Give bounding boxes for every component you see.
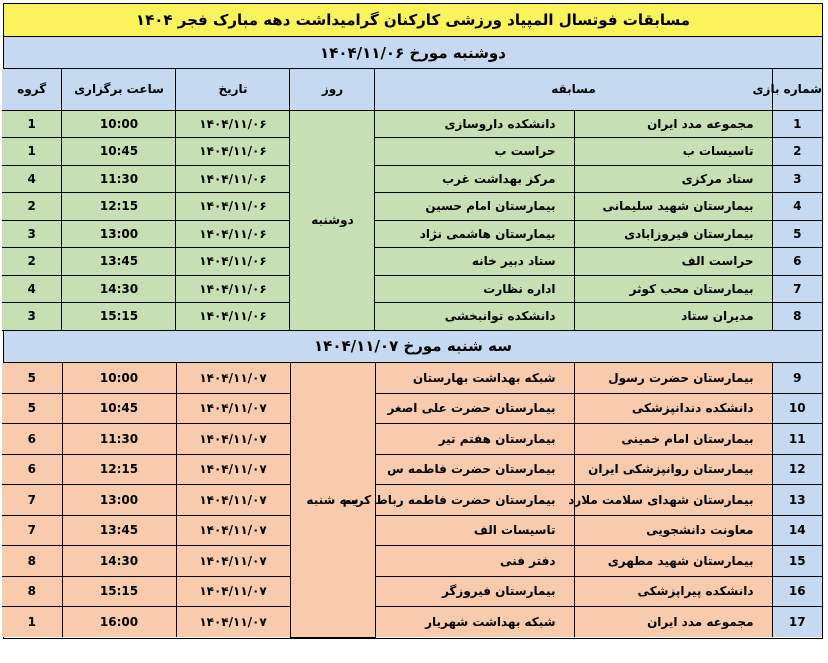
date-cell: ۱۴۰۴/۱۱/۰۷	[176, 515, 290, 546]
team-b-cell: حراست ب	[375, 138, 574, 166]
table-row	[2, 220, 822, 248]
group-cell: 5	[2, 393, 62, 424]
table-row	[2, 193, 822, 221]
time-cell: 12:15	[62, 454, 176, 485]
team-b-cell: شبکه بهداشت بهارستان	[375, 363, 574, 394]
table-row	[2, 454, 822, 485]
team-a-cell: مدیران ستاد	[574, 303, 772, 331]
date-cell: ۱۴۰۴/۱۱/۰۶	[176, 303, 290, 331]
group-cell: 4	[2, 275, 62, 303]
team-b-cell: تاسیسات الف	[375, 515, 574, 546]
header-date: تاریخ	[176, 69, 290, 110]
group-cell: 1	[2, 110, 62, 138]
table-row	[2, 303, 822, 331]
header-match-no: شماره بازی	[772, 69, 822, 110]
team-a-cell: بیمارستان محب کوثر	[574, 275, 772, 303]
table-row	[2, 393, 822, 424]
time-cell: 16:00	[62, 607, 176, 638]
team-b-cell: دانشکده داروسازی	[375, 110, 574, 138]
team-a-cell: دانشکده دندانپزشکی	[574, 393, 772, 424]
team-a-cell: بیمارستان امام خمینی	[574, 424, 772, 455]
group-cell: 7	[2, 515, 62, 546]
team-a-cell: بیمارستان شهدای سلامت ملارد	[574, 485, 772, 516]
table-row	[2, 363, 822, 394]
team-b-cell: ستاد دبیر خانه	[375, 248, 574, 276]
team-a-cell: حراست الف	[574, 248, 772, 276]
time-cell: 13:00	[62, 485, 176, 516]
date-cell: ۱۴۰۴/۱۱/۰۷	[176, 607, 290, 638]
match-no-cell: 8	[772, 303, 822, 331]
table-row	[2, 515, 822, 546]
day-cell: سه شنبه	[290, 363, 375, 638]
group-cell: 5	[2, 363, 62, 394]
match-no-cell: 13	[772, 485, 822, 516]
team-b-cell: مرکز بهداشت غرب	[375, 165, 574, 193]
group-cell: 8	[2, 546, 62, 577]
table-row	[2, 424, 822, 455]
match-no-cell: 6	[772, 248, 822, 276]
group-cell: 3	[2, 220, 62, 248]
time-cell: 11:30	[62, 165, 176, 193]
day-cell: دوشنبه	[290, 110, 375, 330]
time-cell: 10:00	[62, 110, 176, 138]
group-cell: 8	[2, 576, 62, 607]
team-b-cell: بیمارستان حضرت فاطمه س	[375, 454, 574, 485]
header-group: گروه	[2, 69, 62, 110]
date-cell: ۱۴۰۴/۱۱/۰۷	[176, 363, 290, 394]
table-row	[2, 576, 822, 607]
time-cell: 10:45	[62, 393, 176, 424]
group-cell: 1	[2, 607, 62, 638]
match-no-cell: 17	[772, 607, 822, 638]
table-row	[2, 607, 822, 638]
date-cell: ۱۴۰۴/۱۱/۰۶	[176, 220, 290, 248]
time-cell: 15:15	[62, 576, 176, 607]
time-cell: 13:00	[62, 220, 176, 248]
table-row	[2, 275, 822, 303]
team-b-cell: شبکه بهداشت شهریار	[375, 607, 574, 638]
date-cell: ۱۴۰۴/۱۱/۰۷	[176, 454, 290, 485]
table-row	[2, 546, 822, 577]
header-match: مسابقه	[375, 69, 772, 110]
match-no-cell: 14	[772, 515, 822, 546]
date-cell: ۱۴۰۴/۱۱/۰۷	[176, 393, 290, 424]
team-a-cell: بیمارستان حضرت رسول	[574, 363, 772, 394]
team-a-cell: دانشکده پیراپزشکی	[574, 576, 772, 607]
group-cell: 1	[2, 138, 62, 166]
header-time: ساعت برگزاری	[62, 69, 176, 110]
time-cell: 11:30	[62, 424, 176, 455]
team-a-cell: معاونت دانشجویی	[574, 515, 772, 546]
table-row	[2, 110, 822, 138]
time-cell: 12:15	[62, 193, 176, 221]
date-cell: ۱۴۰۴/۱۱/۰۷	[176, 576, 290, 607]
match-no-cell: 5	[772, 220, 822, 248]
team-b-cell: بیمارستان فیروزگر	[375, 576, 574, 607]
time-cell: 15:15	[62, 303, 176, 331]
team-b-cell: اداره نظارت	[375, 275, 574, 303]
match-no-cell: 16	[772, 576, 822, 607]
team-a-cell: بیمارستان روانپزشکی ایران	[574, 454, 772, 485]
date-cell: ۱۴۰۴/۱۱/۰۶	[176, 165, 290, 193]
team-a-cell: بیمارستان شهید سلیمانی	[574, 193, 772, 221]
match-no-cell: 2	[772, 138, 822, 166]
table-row	[2, 138, 822, 166]
group-cell: 7	[2, 485, 62, 516]
date-cell: ۱۴۰۴/۱۱/۰۶	[176, 110, 290, 138]
team-a-cell: بیمارستان فیروزابادی	[574, 220, 772, 248]
group-cell: 6	[2, 424, 62, 455]
match-no-cell: 3	[772, 165, 822, 193]
date-cell: ۱۴۰۴/۱۱/۰۶	[176, 138, 290, 166]
team-a-cell: مجموعه مدد ایران	[574, 110, 772, 138]
team-a-cell: ستاد مرکزی	[574, 165, 772, 193]
group-cell: 3	[2, 303, 62, 331]
match-no-cell: 10	[772, 393, 822, 424]
table-row	[2, 248, 822, 276]
group-cell: 6	[2, 454, 62, 485]
team-a-cell: تاسیسات ب	[574, 138, 772, 166]
match-no-cell: 7	[772, 275, 822, 303]
match-no-cell: 12	[772, 454, 822, 485]
schedule-table-tuesday	[2, 363, 822, 638]
team-b-cell: دانشکده توانبخشی	[375, 303, 574, 331]
group-cell: 4	[2, 165, 62, 193]
time-cell: 14:30	[62, 546, 176, 577]
schedule-table-monday	[2, 69, 822, 331]
section-heading-tuesday: سه شنبه مورخ ۱۴۰۴/۱۱/۰۷	[4, 331, 822, 363]
team-a-cell: بیمارستان شهید مطهری	[574, 546, 772, 577]
date-cell: ۱۴۰۴/۱۱/۰۷	[176, 546, 290, 577]
match-no-cell: 9	[772, 363, 822, 394]
header-day: روز	[290, 69, 375, 110]
date-cell: ۱۴۰۴/۱۱/۰۶	[176, 248, 290, 276]
time-cell: 10:00	[62, 363, 176, 394]
date-cell: ۱۴۰۴/۱۱/۰۷	[176, 485, 290, 516]
team-b-cell: بیمارستان هاشمی نژاد	[375, 220, 574, 248]
table-row	[2, 485, 822, 516]
team-b-cell: دفتر فنی	[375, 546, 574, 577]
match-no-cell: 1	[772, 110, 822, 138]
match-no-cell: 11	[772, 424, 822, 455]
header-row	[2, 69, 822, 110]
match-no-cell: 4	[772, 193, 822, 221]
group-cell: 2	[2, 193, 62, 221]
time-cell: 14:30	[62, 275, 176, 303]
date-cell: ۱۴۰۴/۱۱/۰۷	[176, 424, 290, 455]
team-b-cell: بیمارستان امام حسین	[375, 193, 574, 221]
team-b-cell: بیمارستان هفتم تیر	[375, 424, 574, 455]
schedule-sheet	[3, 3, 823, 639]
match-no-cell: 15	[772, 546, 822, 577]
section-heading-monday: دوشنبه مورخ ۱۴۰۴/۱۱/۰۶	[4, 37, 822, 69]
time-cell: 13:45	[62, 515, 176, 546]
time-cell: 13:45	[62, 248, 176, 276]
team-b-cell: بیمارستان حضرت فاطمه رباط کریم	[375, 485, 574, 516]
time-cell: 10:45	[62, 138, 176, 166]
team-b-cell: بیمارستان حضرت علی اصغر	[375, 393, 574, 424]
date-cell: ۱۴۰۴/۱۱/۰۶	[176, 193, 290, 221]
team-a-cell: مجموعه مدد ایران	[574, 607, 772, 638]
sheet-title: مسابقات فوتسال المپیاد ورزشی کارکنان گرامیداشت دهه مبارک فجر ۱۴۰۴	[4, 4, 822, 37]
group-cell: 2	[2, 248, 62, 276]
table-row	[2, 165, 822, 193]
date-cell: ۱۴۰۴/۱۱/۰۶	[176, 275, 290, 303]
